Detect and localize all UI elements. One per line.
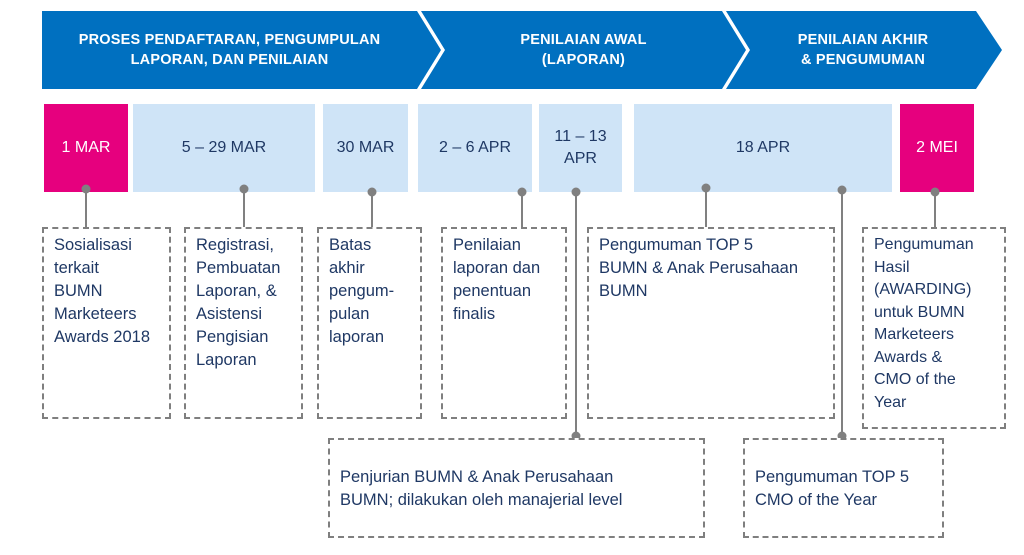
note-batas-akhir xyxy=(317,227,422,419)
date-1-mar-label: 1 MAR xyxy=(61,139,111,156)
note-sosialisasi xyxy=(42,227,171,419)
note-pengumuman-top5-cmo-text: Pengumuman TOP 5 CMO of the Year xyxy=(755,468,910,509)
note-pengumuman-top5-bumn xyxy=(587,227,835,419)
note-registrasi-text: Registrasi, Pembuatan Laporan, & Asistensi Pengisian Laporan xyxy=(196,236,281,369)
connector-7-dot-top xyxy=(839,187,846,194)
phase-final-assessment-label: PENILAIAN AKHIR & PENGUMUMAN xyxy=(797,32,929,68)
connector-5-dot-top xyxy=(573,189,580,196)
phase-initial-assessment-label: PENILAIAN AWAL (LAPORAN) xyxy=(520,32,647,68)
connector-3-dot xyxy=(369,189,376,196)
note-registrasi xyxy=(184,227,303,419)
note-batas-akhir-text: Batas akhir pengum- pulan laporan xyxy=(329,236,395,346)
date-11-13-apr-label: 11 – 13 APR xyxy=(554,128,607,167)
date-30-mar-label: 30 MAR xyxy=(336,139,395,156)
note-pengumuman-top5-cmo xyxy=(743,438,944,538)
note-awarding-text: Pengumuman Hasil (AWARDING) untuk BUMN Marketeers Awards & CMO of the Year xyxy=(874,236,974,411)
connector-8-dot xyxy=(932,189,939,196)
note-penjurian-text: Penjurian BUMN & Anak Perusahaan BUMN; dilakukan oleh manajerial level xyxy=(340,468,623,509)
note-awarding xyxy=(862,227,1006,429)
date-2-6-apr-label: 2 – 6 APR xyxy=(438,139,512,156)
date-5-29-mar-label: 5 – 29 MAR xyxy=(181,139,267,156)
connector-4-dot xyxy=(519,189,526,196)
note-pengumuman-top5-bumn-text: Pengumuman TOP 5 BUMN & Anak Perusahaan BUMN xyxy=(599,236,799,300)
date-18-apr-label: 18 APR xyxy=(735,139,791,156)
note-sosialisasi-text: Sosialisasi terkait BUMN Marketeers Awards 2018 xyxy=(54,236,151,346)
note-penilaian-laporan-text: Penilaian laporan dan penentuan finalis xyxy=(453,236,541,323)
connector-1-dot xyxy=(83,186,90,193)
connector-6-dot xyxy=(703,185,710,192)
date-2-mei-label: 2 MEI xyxy=(916,139,958,156)
note-penjurian xyxy=(328,438,705,538)
connector-2-dot xyxy=(241,186,248,193)
note-penilaian-laporan xyxy=(441,227,567,419)
phase-registration-label: PROSES PENDAFTARAN, PENGUMPULAN LAPORAN, DAN PENILAIAN xyxy=(78,32,381,68)
